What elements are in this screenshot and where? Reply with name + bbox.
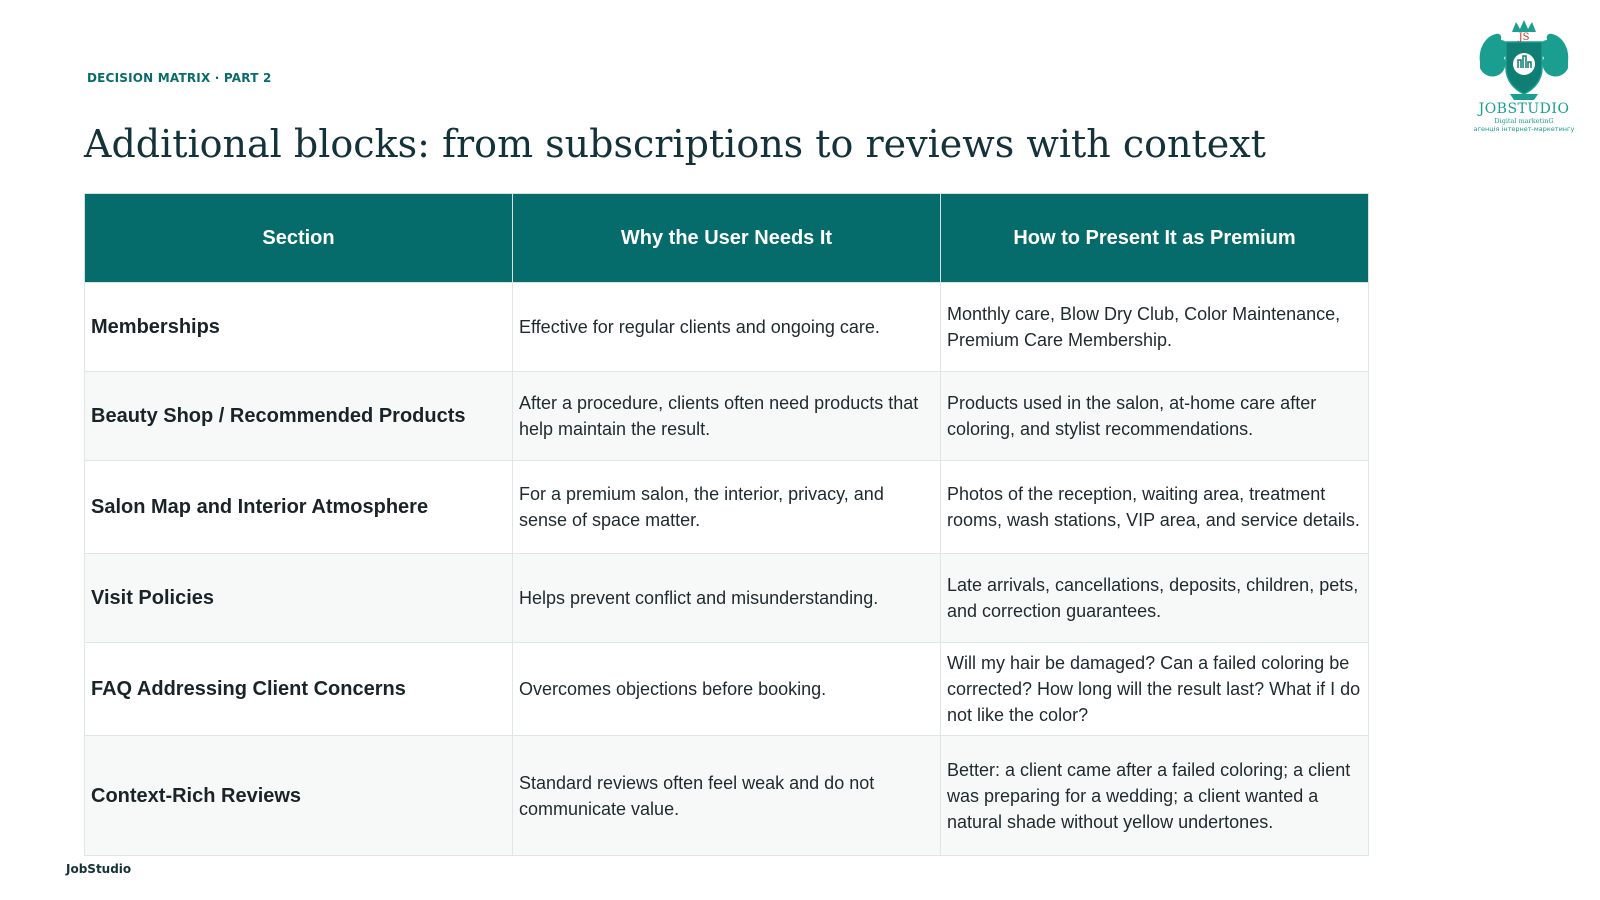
cell-how: Will my hair be damaged? Can a failed coloring be corrected? How long will the result last? What if I do not like the color?: [941, 643, 1369, 736]
cell-how: Better: a client came after a failed coloring; a client was preparing for a wedding; a client wanted a natural shade without yellow undertones.: [941, 736, 1369, 856]
table-row: [85, 736, 1369, 856]
logo-tagline: Digital marketinG: [1494, 117, 1554, 125]
cell-section: FAQ Addressing Client Concerns: [85, 643, 513, 736]
cell-how: Monthly care, Blow Dry Club, Color Maintenance, Premium Care Membership.: [941, 283, 1369, 372]
cell-why: After a procedure, clients often need products that help maintain the result.: [513, 372, 941, 461]
table-row: [85, 372, 1369, 461]
header-why: Why the User Needs It: [513, 194, 941, 283]
header-how: How to Present It as Premium: [941, 194, 1369, 283]
footer-brand: JobStudio: [66, 862, 132, 876]
table-row: [85, 283, 1369, 372]
jobstudio-logo: [1462, 18, 1586, 138]
logo-tagline-ua: агенція інтернет-маркетингу: [1473, 125, 1575, 133]
header-section: Section: [85, 194, 513, 283]
cell-why: Overcomes objections before booking.: [513, 643, 941, 736]
cell-how: Products used in the salon, at-home care after coloring, and stylist recommendations.: [941, 372, 1369, 461]
decision-matrix-table: [84, 193, 1369, 856]
table-header-row: [85, 194, 1369, 283]
cell-how: Late arrivals, cancellations, deposits, children, pets, and correction guarantees.: [941, 554, 1369, 643]
cell-section: Memberships: [85, 283, 513, 372]
table-row: [85, 461, 1369, 554]
section-kicker: DECISION MATRIX · PART 2: [87, 71, 272, 85]
cell-section: Context-Rich Reviews: [85, 736, 513, 856]
cell-why: Effective for regular clients and ongoing care.: [513, 283, 941, 372]
cell-how: Photos of the reception, waiting area, treatment rooms, wash stations, VIP area, and service details.: [941, 461, 1369, 554]
svg-text:JS: JS: [1518, 32, 1530, 43]
cell-why: Standard reviews often feel weak and do not communicate value.: [513, 736, 941, 856]
crest-icon: [1474, 18, 1574, 104]
logo-brand-text: JOBSTUDIO: [1478, 101, 1570, 117]
cell-why: Helps prevent conflict and misunderstanding.: [513, 554, 941, 643]
cell-section: Beauty Shop / Recommended Products: [85, 372, 513, 461]
cell-section: Visit Policies: [85, 554, 513, 643]
table-row: [85, 554, 1369, 643]
page-title: Additional blocks: from subscriptions to reviews with context: [84, 122, 1266, 166]
table-row: [85, 643, 1369, 736]
cell-why: For a premium salon, the interior, privacy, and sense of space matter.: [513, 461, 941, 554]
cell-section: Salon Map and Interior Atmosphere: [85, 461, 513, 554]
